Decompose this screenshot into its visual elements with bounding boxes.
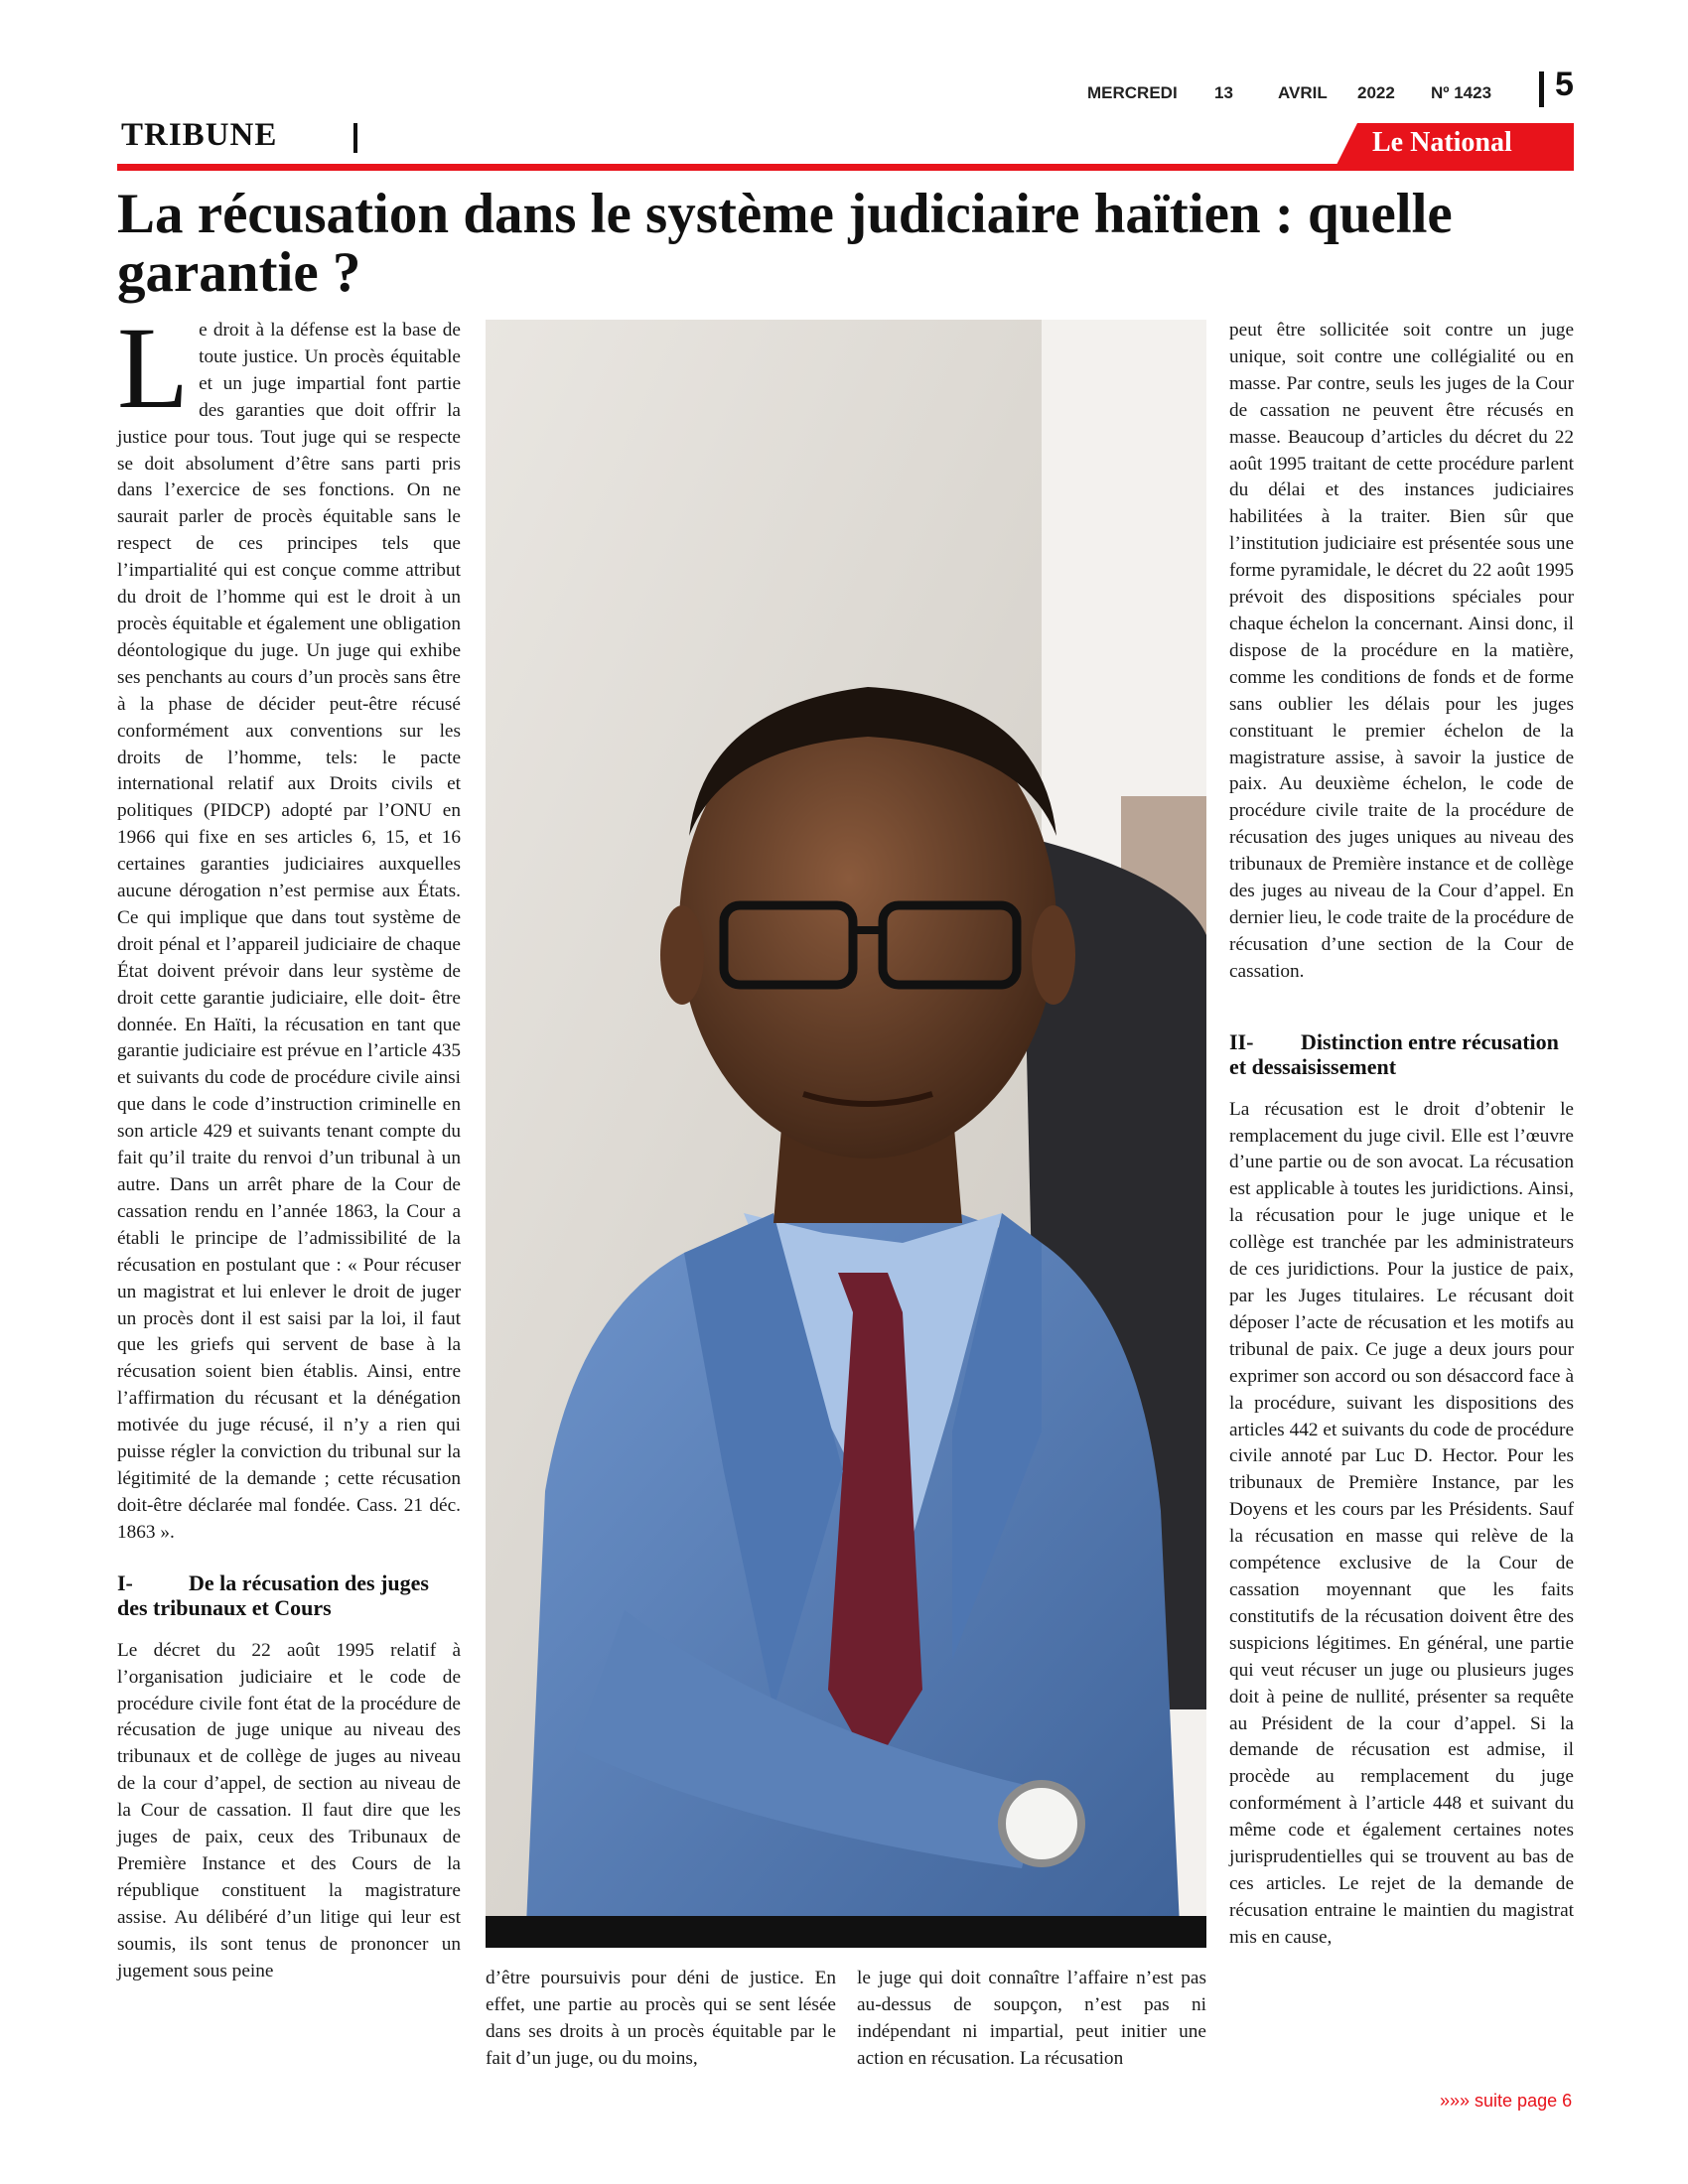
section-2-heading — [1229, 1029, 1574, 1079]
issue-year: 2022 — [1357, 83, 1395, 102]
issue-number: Nº 1423 — [1431, 83, 1492, 102]
article-title: La récusation dans le système judiciaire haïtien : quelle garantie ? — [117, 183, 1453, 304]
section-divider — [353, 123, 357, 153]
column-4-text: peut être sollicitée soit contre un juge unique, soit contre une collégialité ou en masse. Par contre, seuls les juges de la Cour de cassation ne peuvent être récusés en masse. Beaucoup d’articles du décret du 22 août 1995 traitant de cette procédure parlent du délai et des instances judiciaires habilitées à la traiter. Bien sûr que l’institution judiciaire est présentée sous une forme pyramidale, le décret du 22 août 1995 prévoit des dispositions spéciales pour chaque échelon la concernant. Ainsi donc, il dispose de la procédure en la matière, comme les conditions de fonds et de forme sans oublier les délais pour les juges constituant le premier échelon de la magistrature assise, à savoir la justice de paix. Au deuxième échelon, le code de procédure civile traite de la procédure de récusation des juges uniques au niveau des tribunaux de Première instance et de collège des juges au niveau de la Cour d’appel. En dernier lieu, le code traite de la procédure de récusation d’une section de la Cour de cassation. — [1229, 320, 1574, 982]
section-2-number: II- — [1229, 1028, 1254, 1054]
portrait-photo — [486, 320, 1206, 1948]
page-number: 5 — [1555, 66, 1574, 103]
section-1-title: De la récusation des juges des tribunaux et Cours — [117, 1570, 429, 1620]
section-label: TRIBUNE — [121, 117, 278, 153]
continuation-link[interactable]: »»» suite page 6 — [1440, 2091, 1573, 2111]
article-column-1 — [117, 303, 461, 1984]
section-1-number: I- — [117, 1570, 133, 1595]
section-1-text: Le décret du 22 août 1995 relatif à l’organisation judiciaire et le code de procédure civile font état de la procédure de récusation de juge unique au niveau des tribunaux et de collège de juges au niveau de la cour d’appel, de section au niveau de la Cour de cassation. Il faut dire que les juges de paix, ceux des Tribunaux de Première Instance et des Cours de la république constituent la magistrature assise. Au délibéré d’un litige qui leur est soumis, ils sont tenus de prononcer un jugement sous peine — [117, 1639, 461, 1981]
section-1-heading — [117, 1570, 461, 1620]
article-column-4 — [1229, 318, 1574, 1952]
issue-date-day: 13 — [1214, 83, 1233, 102]
page-number-divider — [1539, 71, 1544, 107]
drop-cap: L — [117, 303, 190, 433]
article-column-2 — [486, 1966, 836, 2073]
section-2-title: Distinction entre récusation et dessaisissement — [1229, 1028, 1559, 1079]
article-intro: e droit à la défense est la base de toute justice. Un procès équitable et un juge impartial font partie des garanties que doit offrir la justice pour tous. Tout juge qui se respecte se doit absolument d’être sans parti pris dans l’exercice de ses fonctions. On ne saurait parler de procès équitable sans le respect de ces principes tels que l’impartialité qui est conçue comme attribut du droit de l’homme qui est le droit à un procès équitable et également une obligation déontologique du juge. Un juge qui exhibe ses penchants au cours d’un procès sans être à la phase de décider peut-être récusé conformément aux conventions sur les droits de l’homme, tels: le pacte international relatif aux Droits civils et politiques (PIDCP) adopté par l’ONU en 1966 qui fixe en ses articles 6, 15, et 16 certaines garanties judiciaires auxquelles aucune dérogation n’est permise aux États. Ce qui implique que dans tout système de droit pénal et l’appareil judiciaire de chaque État doivent prévoir dans leur système de droit cette garantie judiciaire, elle doit- être donnée. En Haïti, la récusation en tant que garantie judiciaire est prévue en l’article 435 et suivants du code de procédure civile ainsi que dans le code d’instruction criminelle en son article 429 et suivants tenant compte du fait qu’il traite du renvoi d’un tribunal à un autre. Dans un arrêt phare de la Cour de cassation rendu en l’année 1863, la Cour a établi le principe de l’admissibilité de la récusation en postulant que : « Pour récuser un magistrat et lui enlever le droit de juger un procès dont il est saisi par la loi, il faut que les griefs qui servent de base à la récusation soient bien établis. Ainsi, entre l’affirmation du récusant et la dénégation motivée du juge récusé, il n’y a rien qui puisse régler la conviction du tribunal sur la légitimité de la demande ; cette récusation doit-être déclarée mal fondée. Cass. 21 déc. 1863 ». — [117, 320, 461, 1543]
column-2-text: d’être poursuivis pour déni de justice. En effet, une partie au procès qui se sent lésée dans ses droits à un procès équitable par le fait d’un juge, ou du moins, — [486, 1968, 836, 2069]
issue-day: MERCREDI — [1087, 83, 1178, 102]
brand-name: Le National — [1372, 127, 1512, 158]
issue-meta — [1087, 83, 1504, 107]
issue-month: AVRIL — [1278, 83, 1328, 102]
article-column-3 — [857, 1966, 1206, 2073]
section-2-text: La récusation est le droit d’obtenir le remplacement du juge civil. Elle est l’œuvre d’une partie ou de son avocat. La récusation est applicable à toutes les juridictions. Ainsi, la récusation pour le juge unique et le collège est tranchée par les administrateurs de ces juridictions. Pour la justice de paix, par les Juges titulaires. Le récusant doit déposer l’acte de récusation et les motifs au tribunal de paix. Ce juge a deux jours pour exprimer son accord ou son désaccord face à la procédure, suivant les dispositions des articles 442 et suivants du code de procédure civile annoté par Luc D. Hector. Pour les tribunaux de Première Instance, par les Doyens et les cours par les Présidents. Sauf la récusation en masse qui relève de la compétence exclusive de la Cour de cassation moyennant que les faits constitutifs de la récusation doivent être des suspicions légitimes. En général, une partie qui veut récuser un juge ou plusieurs juges doit à peine de nullité, présenter sa requête au Président de la cour d’appel. Si la demande de récusation est admise, il procède au remplacement du juge conformément à l’article 448 et suivant du même code et également certaines notes jurisprudentielles qui se trouvent au bas de ces articles. Le rejet de la demande de récusation entraine le maintien du magistrat mis en cause, — [1229, 1098, 1574, 1948]
column-3-text: le juge qui doit connaître l’affaire n’est pas au-dessus de soupçon, n’est pas ni indépendant ni impartial, peut initier une action en récusation. La récusation — [857, 1968, 1206, 2069]
portrait-illustration — [486, 320, 1206, 1948]
